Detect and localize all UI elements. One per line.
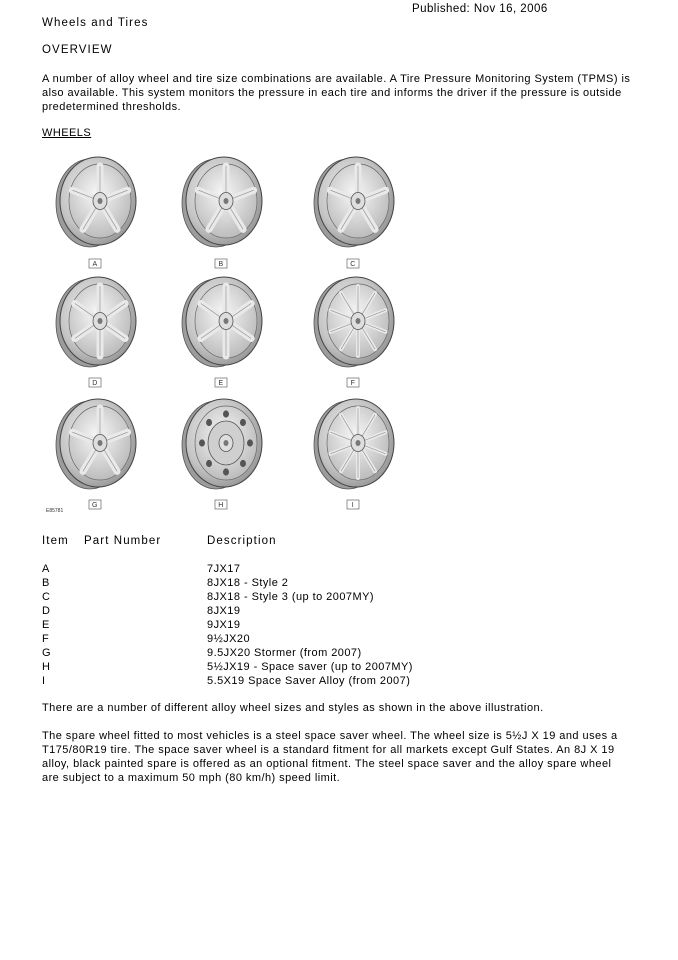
row-description: 9JX19 [207, 619, 241, 631]
wheel-label: D [92, 380, 98, 387]
wheels-heading: WHEELS [42, 127, 92, 139]
wheel-label: G [92, 502, 98, 509]
table-row [0, 577, 678, 591]
col-header-part: Part Number [84, 535, 162, 547]
table-row [0, 591, 678, 605]
row-item: D [42, 605, 51, 617]
row-description: 8JX19 [207, 605, 241, 617]
intro-paragraph: A number of alloy wheel and tire size combinations are available. A Tire Pressure Monitoring System (TPMS) is also available. This system monitors the pressure in each tire and informs the driver if the pressure is outside predetermined thresholds. [42, 73, 631, 113]
row-description: 9½JX20 [207, 633, 251, 645]
table-row [0, 661, 678, 675]
wheel-label: F [350, 380, 356, 387]
alloy-wheel-icon [56, 399, 136, 489]
row-description: 5.5X19 Space Saver Alloy (from 2007) [207, 675, 411, 687]
alloy-wheel-icon [314, 399, 394, 489]
row-description: 9.5JX20 Stormer (from 2007) [207, 647, 362, 659]
row-description: 8JX18 - Style 3 (up to 2007MY) [207, 591, 374, 603]
alloy-wheel-icon [314, 157, 394, 247]
row-item: E [42, 619, 50, 631]
row-item: C [42, 591, 51, 603]
alloy-wheel-icon [56, 157, 136, 247]
row-description: 5½JX19 - Space saver (up to 2007MY) [207, 661, 413, 673]
row-item: F [42, 633, 50, 645]
steel-wheel-icon [182, 399, 262, 489]
row-item: H [42, 661, 51, 673]
page-title: Wheels and Tires [42, 17, 149, 29]
col-header-item: Item [42, 535, 69, 547]
wheel-label: A [92, 261, 98, 268]
alloy-wheel-icon [182, 277, 262, 367]
spare-wheel-paragraph: The spare wheel fitted to most vehicles is a steel space saver wheel. The wheel size is 5½J X 19 and uses a T175/80R19 tire. The space saver wheel is a standard fitment for all markets except Gulf States. An 8J X 19 alloy, black painted spare is offered as an optional fitment. The steel space saver and the alloy spare wheel are subject to a maximum 50 mph (80 km/h) speed limit. [42, 730, 618, 784]
col-header-description: Description [207, 535, 277, 547]
sizes-paragraph: There are a number of different alloy wheel sizes and styles as shown in the above illustration. [42, 702, 544, 714]
row-description: 8JX18 - Style 2 [207, 577, 289, 589]
table-row [0, 563, 678, 577]
row-item: B [42, 577, 50, 589]
wheels-illustration [42, 153, 408, 519]
figure-code: E85781 [46, 508, 64, 514]
row-item: G [42, 647, 52, 659]
table-row [0, 647, 678, 661]
overview-heading: OVERVIEW [42, 44, 113, 56]
table-row [0, 633, 678, 647]
published-date: Published: Nov 16, 2006 [412, 3, 548, 15]
row-description: 7JX17 [207, 563, 241, 575]
row-item: A [42, 563, 50, 575]
alloy-wheel-icon [314, 277, 394, 367]
wheel-label: E [218, 380, 224, 387]
wheel-label: C [350, 261, 356, 268]
table-row [0, 619, 678, 633]
row-item: I [42, 675, 46, 687]
wheel-label: H [218, 502, 224, 509]
table-row [0, 605, 678, 619]
table-row [0, 675, 678, 689]
wheel-label: I [351, 502, 355, 509]
alloy-wheel-icon [56, 277, 136, 367]
wheel-label: B [218, 261, 224, 268]
alloy-wheel-icon [182, 157, 262, 247]
